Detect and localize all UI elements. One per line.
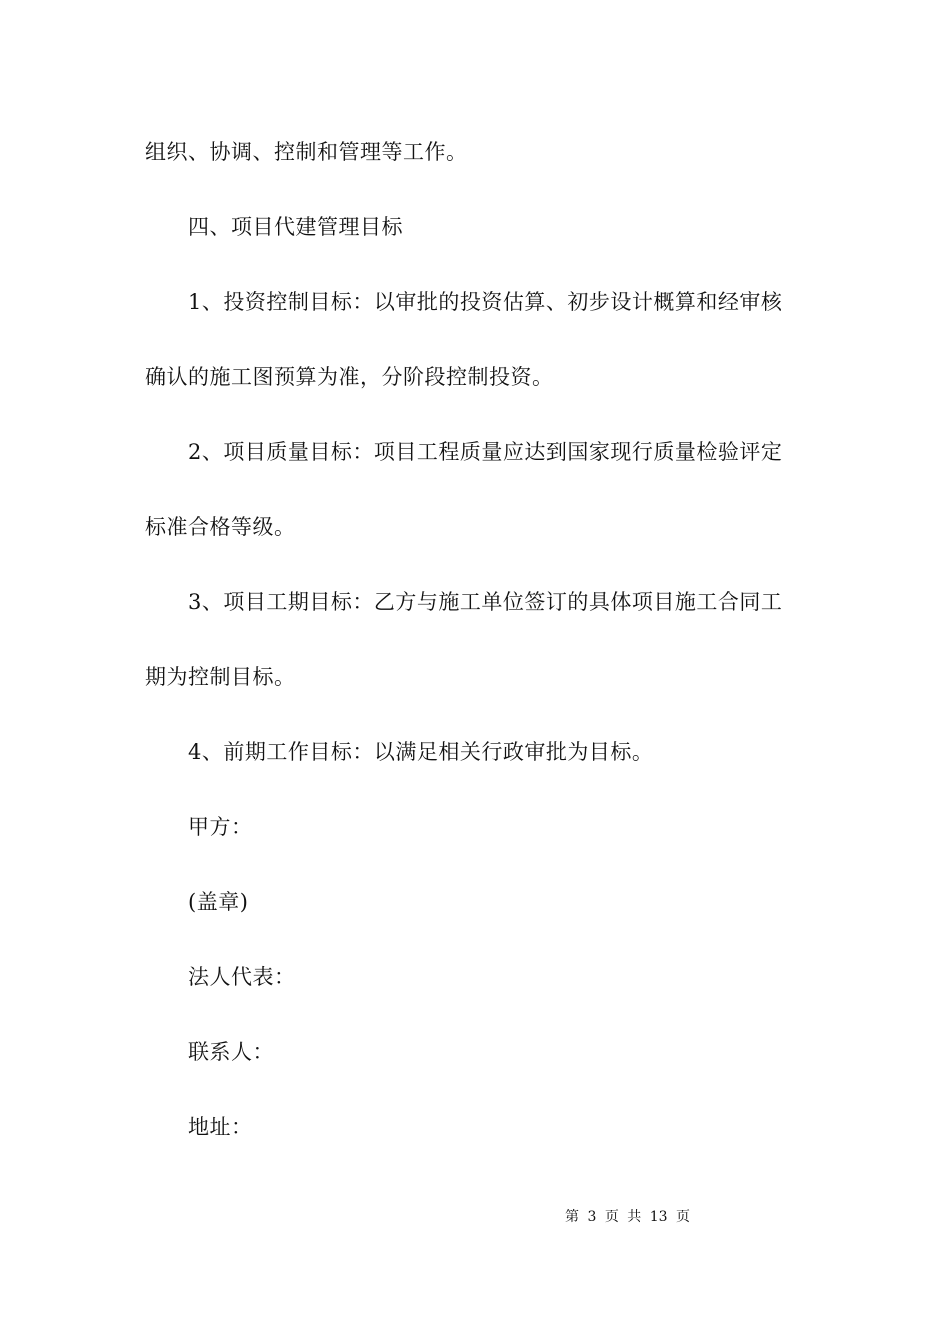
paragraph-line: 1、投资控制目标：以审批的投资估算、初步设计概算和经审核 xyxy=(188,290,783,314)
party-a-label: 甲方： xyxy=(188,815,253,839)
seal-label: (盖章) xyxy=(188,890,249,914)
legal-representative-label: 法人代表： xyxy=(188,965,296,989)
paragraph-line: 期为控制目标。 xyxy=(145,665,296,689)
paragraph-line: 2、项目质量目标：项目工程质量应达到国家现行质量检验评定 xyxy=(188,440,783,464)
paragraph-line: 3、项目工期目标：乙方与施工单位签订的具体项目施工合同工 xyxy=(188,590,783,614)
total-pages-number: 13 xyxy=(649,1209,668,1225)
page-footer xyxy=(565,1207,694,1227)
paragraph-line: 4、前期工作目标：以满足相关行政审批为目标。 xyxy=(188,740,654,764)
contact-person-label: 联系人： xyxy=(188,1040,274,1064)
current-page-number: 3 xyxy=(587,1209,597,1225)
footer-total-prefix: 共 xyxy=(627,1209,642,1225)
section-heading: 四、项目代建管理目标 xyxy=(188,215,403,239)
footer-page-word: 页 xyxy=(604,1209,619,1225)
paragraph-line: 组织、协调、控制和管理等工作。 xyxy=(145,140,468,164)
paragraph-line: 确认的施工图预算为准，分阶段控制投资。 xyxy=(145,365,554,389)
address-label: 地址： xyxy=(188,1115,253,1139)
paragraph-line: 标准合格等级。 xyxy=(145,515,296,539)
footer-suffix: 页 xyxy=(676,1209,691,1225)
footer-prefix: 第 xyxy=(565,1209,579,1225)
